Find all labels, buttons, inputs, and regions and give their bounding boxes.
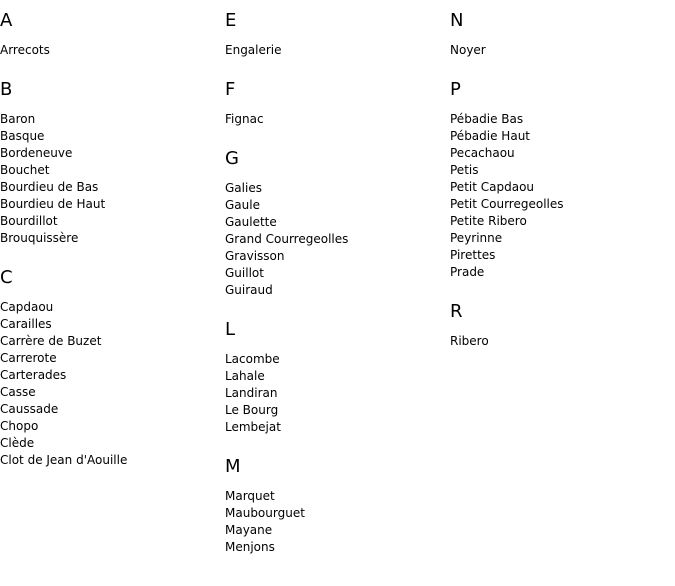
entry-pecachaou[interactable]: Pecachaou	[450, 146, 515, 160]
index-column-3	[450, 10, 564, 370]
entry-menjons[interactable]: Menjons	[225, 540, 275, 554]
entry-carterades[interactable]: Carterades	[0, 368, 67, 382]
letter-group-c	[0, 267, 127, 469]
entry-gaule[interactable]: Gaule	[225, 198, 260, 212]
entry-marquet[interactable]: Marquet	[225, 489, 275, 503]
letter-group-m	[225, 456, 348, 556]
entry-galies[interactable]: Galies	[225, 181, 262, 195]
entry-chopo[interactable]: Chopo	[0, 419, 39, 433]
letter-heading: L	[225, 319, 236, 340]
entry-baron[interactable]: Baron	[0, 112, 36, 126]
letter-group-a	[0, 10, 127, 59]
entry-pebadie-bas[interactable]: Pébadie Bas	[450, 112, 524, 126]
entry-lacombe[interactable]: Lacombe	[225, 352, 280, 366]
entry-petite-ribero[interactable]: Petite Ribero	[450, 214, 527, 228]
letter-group-r	[450, 301, 564, 350]
entry-guillot[interactable]: Guillot	[225, 266, 264, 280]
entry-carrere-de-buzet[interactable]: Carrère de Buzet	[0, 334, 102, 348]
entry-ribero[interactable]: Ribero	[450, 334, 489, 348]
letter-group-p	[450, 79, 564, 281]
letter-group-e	[225, 10, 348, 59]
entry-pebadie-haut[interactable]: Pébadie Haut	[450, 129, 530, 143]
entry-capdaou[interactable]: Capdaou	[0, 300, 54, 314]
entry-le-bourg[interactable]: Le Bourg	[225, 403, 279, 417]
entry-carrerote[interactable]: Carrerote	[0, 351, 57, 365]
letter-heading: G	[225, 148, 239, 169]
entry-list	[225, 351, 348, 436]
entry-bourdillot[interactable]: Bourdillot	[0, 214, 58, 228]
entry-list	[225, 111, 348, 128]
entry-casse[interactable]: Casse	[0, 385, 36, 399]
entry-bourdieu-de-bas[interactable]: Bourdieu de Bas	[0, 180, 99, 194]
entry-gaulette[interactable]: Gaulette	[225, 215, 277, 229]
entry-list	[225, 42, 348, 59]
entry-list	[0, 299, 127, 469]
entry-mayane[interactable]: Mayane	[225, 523, 273, 537]
entry-list	[225, 180, 348, 299]
entry-list	[450, 111, 564, 281]
entry-prade[interactable]: Prade	[450, 265, 485, 279]
entry-guiraud[interactable]: Guiraud	[225, 283, 273, 297]
letter-heading: M	[225, 456, 241, 477]
entry-list	[450, 333, 564, 350]
letter-heading: E	[225, 10, 237, 31]
letter-heading: A	[0, 10, 13, 31]
entry-engalerie[interactable]: Engalerie	[225, 43, 282, 57]
letter-group-b	[0, 79, 127, 247]
letter-group-g	[225, 148, 348, 299]
letter-heading: C	[0, 267, 13, 288]
entry-caussade[interactable]: Caussade	[0, 402, 59, 416]
entry-lahale[interactable]: Lahale	[225, 369, 265, 383]
entry-gravisson[interactable]: Gravisson	[225, 249, 285, 263]
index-column-1	[0, 10, 127, 489]
entry-list	[0, 111, 127, 247]
entry-noyer[interactable]: Noyer	[450, 43, 486, 57]
entry-arrecots[interactable]: Arrecots	[0, 43, 50, 57]
entry-list	[450, 42, 564, 59]
entry-clede[interactable]: Clède	[0, 436, 35, 450]
entry-landiran[interactable]: Landiran	[225, 386, 278, 400]
entry-clot-de-jean-d-aouille[interactable]: Clot de Jean d'Aouille	[0, 453, 128, 467]
entry-bourdieu-de-haut[interactable]: Bourdieu de Haut	[0, 197, 106, 211]
letter-heading: F	[225, 79, 236, 100]
entry-brouquissere[interactable]: Brouquissère	[0, 231, 79, 245]
entry-list	[0, 42, 127, 59]
letter-heading: R	[450, 301, 463, 322]
entry-fignac[interactable]: Fignac	[225, 112, 264, 126]
letter-group-l	[225, 319, 348, 436]
letter-heading: N	[450, 10, 464, 31]
entry-basque[interactable]: Basque	[0, 129, 45, 143]
index-column-2	[225, 10, 348, 576]
entry-petis[interactable]: Petis	[450, 163, 479, 177]
entry-bordeneuve[interactable]: Bordeneuve	[0, 146, 73, 160]
entry-petit-courregeolles[interactable]: Petit Courregeolles	[450, 197, 564, 211]
entry-list	[225, 488, 348, 556]
letter-heading: P	[450, 79, 461, 100]
letter-group-f	[225, 79, 348, 128]
entry-pirettes[interactable]: Pirettes	[450, 248, 496, 262]
entry-petit-capdaou[interactable]: Petit Capdaou	[450, 180, 535, 194]
entry-lembejat[interactable]: Lembejat	[225, 420, 281, 434]
letter-group-n	[450, 10, 564, 59]
entry-bouchet[interactable]: Bouchet	[0, 163, 50, 177]
entry-grand-courregeolles[interactable]: Grand Courregeolles	[225, 232, 349, 246]
entry-carailles[interactable]: Carailles	[0, 317, 52, 331]
entry-maubourguet[interactable]: Maubourguet	[225, 506, 305, 520]
entry-peyrinne[interactable]: Peyrinne	[450, 231, 503, 245]
letter-heading: B	[0, 79, 13, 100]
